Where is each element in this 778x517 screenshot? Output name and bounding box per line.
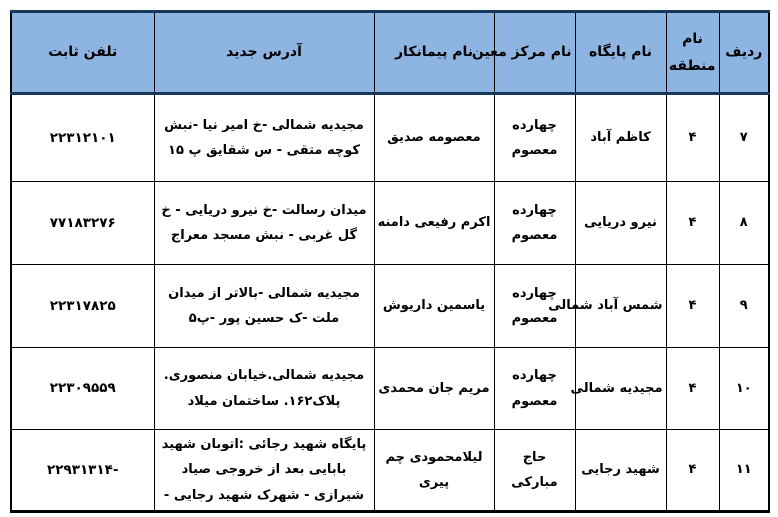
cell-paygah: مجیدیه شمالی: [575, 348, 666, 430]
cell-radif: ۷: [719, 94, 769, 182]
cell-markaz: چهارده معصوم: [494, 94, 575, 182]
table-header: [11, 12, 769, 94]
cell-radif: ۹: [719, 265, 769, 348]
table-body: [11, 94, 769, 512]
table-row: [11, 348, 769, 430]
header-cell-radif: ردیف: [719, 12, 769, 94]
table-row: [11, 430, 769, 512]
cell-address: مجیدیه شمالی -خ امیر نیا -نبش کوچه متقی - س شقایق پ ۱۵: [154, 94, 374, 182]
cell-radif: ۸: [719, 182, 769, 265]
cell-address: مجیدیه شمالی -بالاتر از میدان ملت -ک حسین پور -پ۵: [154, 265, 374, 348]
cell-mantaqe: ۴: [666, 348, 719, 430]
cell-address: مجیدیه شمالی.خیابان منصوری. پلاک۱۶۲. ساختمان میلاد: [154, 348, 374, 430]
cell-radif: ۱۱: [719, 430, 769, 512]
header-cell-address: آدرس جدید: [154, 12, 374, 94]
cell-address: پایگاه شهید رجائی :اتوبان شهید بابایی بعد از خروجی صیاد شیرازی - شهرک شهید رجایی -: [154, 430, 374, 512]
cell-phone: ۲۲۳۰۹۵۵۹: [11, 348, 154, 430]
cell-markaz: حاج مبارکی: [494, 430, 575, 512]
header-cell-mantaqe: نام منطقه: [666, 12, 719, 94]
cell-peymankar: مریم جان محمدی: [374, 348, 494, 430]
cell-mantaqe: ۴: [666, 182, 719, 265]
cell-phone: ۷۷۱۸۳۲۷۶: [11, 182, 154, 265]
table-row: [11, 182, 769, 265]
cell-peymankar: لیلامحمودی چم پیری: [374, 430, 494, 512]
header-cell-peymankar: نام پیمانکار: [374, 12, 494, 94]
cell-mantaqe: ۴: [666, 265, 719, 348]
cell-phone: ۲۲۳۱۲۱۰۱: [11, 94, 154, 182]
table-row: [11, 94, 769, 182]
cell-radif: ۱۰: [719, 348, 769, 430]
cell-address: میدان رسالت -خ نیرو دریایی - خ گل غربی - نبش مسجد معراج: [154, 182, 374, 265]
cell-peymankar: معصومه صدیق: [374, 94, 494, 182]
cell-paygah: شمس آباد شمالی: [575, 265, 666, 348]
cell-paygah: نیرو دریایی: [575, 182, 666, 265]
cell-markaz: چهارده معصوم: [494, 182, 575, 265]
header-cell-paygah: نام پایگاه: [575, 12, 666, 94]
contractors-table: [10, 10, 770, 513]
header-cell-markaz: نام مرکز معین: [494, 12, 575, 94]
cell-mantaqe: ۴: [666, 430, 719, 512]
cell-phone: ۲۲۳۱۷۸۲۵: [11, 265, 154, 348]
cell-peymankar: یاسمین داریوش: [374, 265, 494, 348]
header-row: [11, 12, 769, 94]
header-cell-phone: تلفن ثابت: [11, 12, 154, 94]
cell-phone: -۲۲۹۳۱۳۱۴: [11, 430, 154, 512]
cell-markaz: چهارده معصوم: [494, 348, 575, 430]
cell-paygah: کاظم آباد: [575, 94, 666, 182]
table-row: [11, 265, 769, 348]
cell-mantaqe: ۴: [666, 94, 719, 182]
cell-paygah: شهید رجایی: [575, 430, 666, 512]
cell-markaz: چهارده معصوم: [494, 265, 575, 348]
cell-peymankar: اکرم رفیعی دامنه: [374, 182, 494, 265]
